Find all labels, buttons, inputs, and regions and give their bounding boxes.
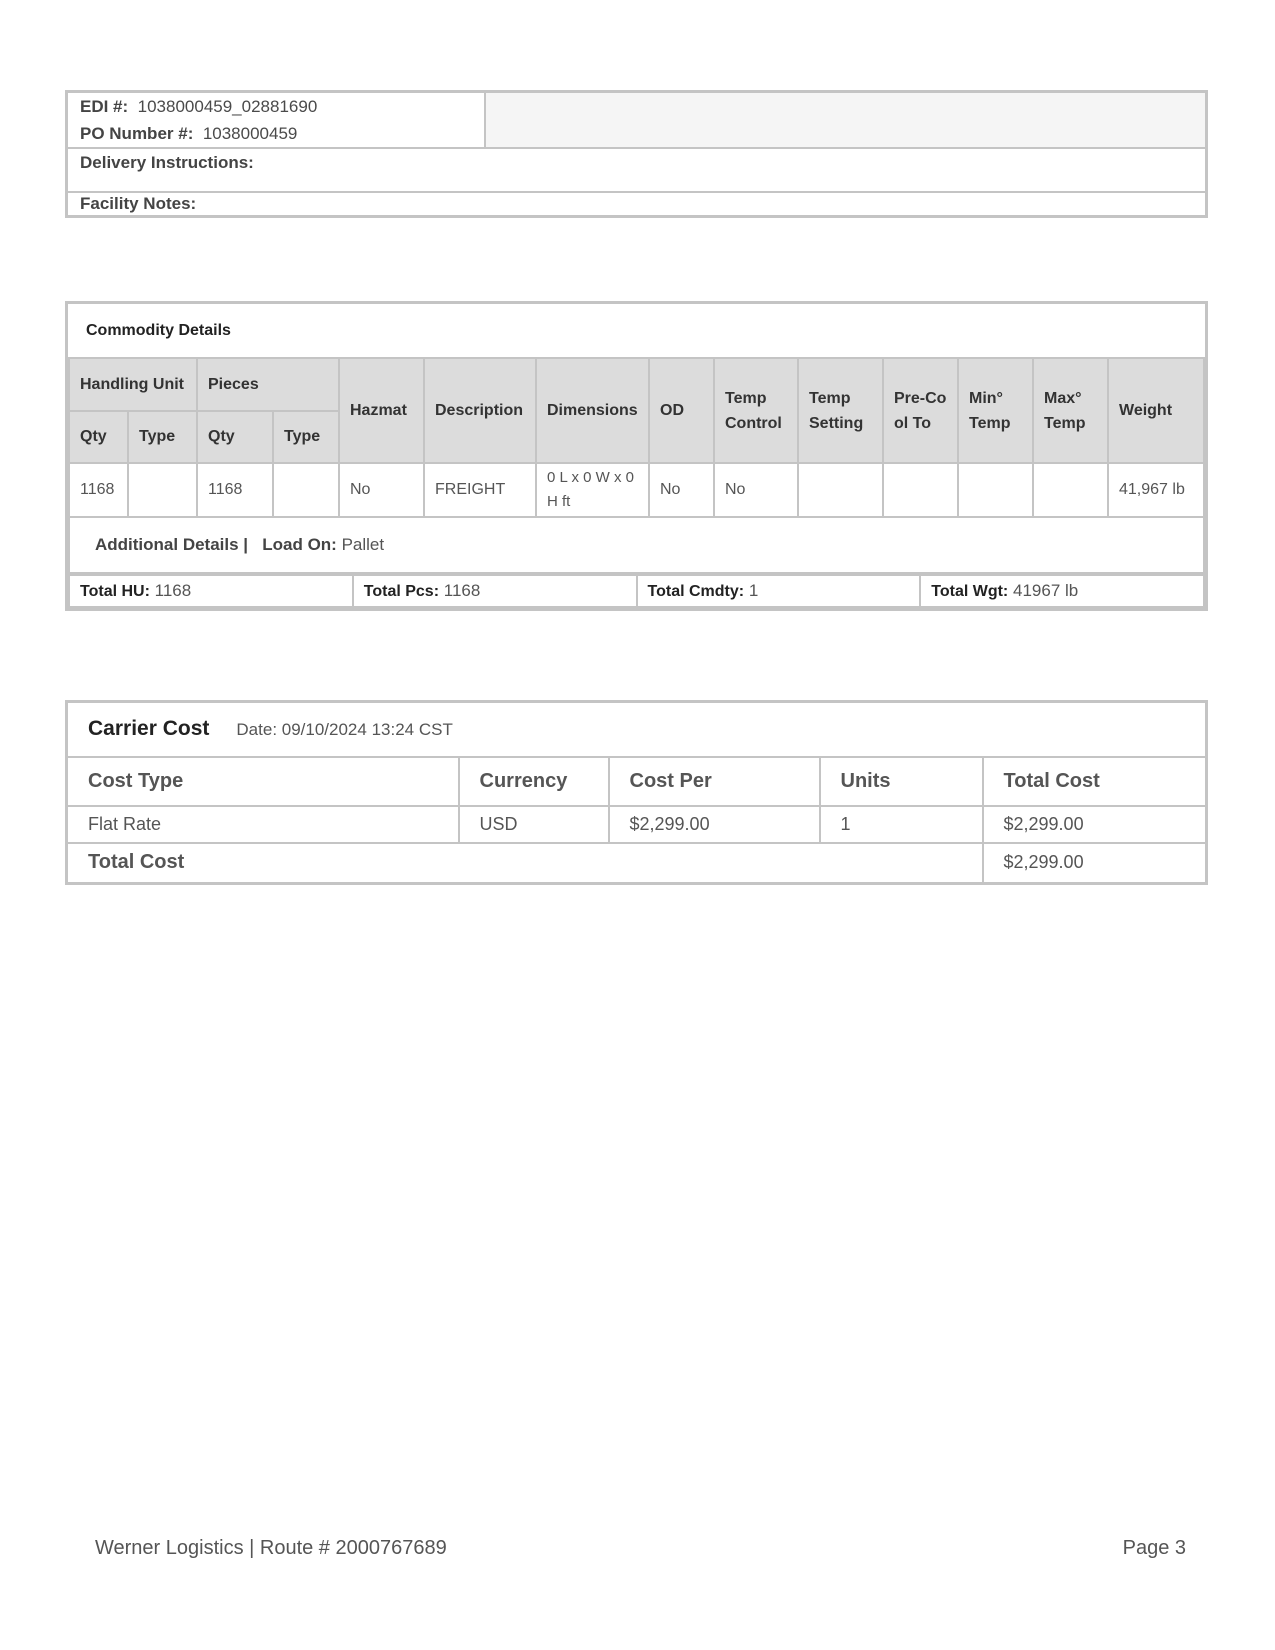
temp-setting-cell bbox=[798, 463, 883, 517]
total-cost-label: Total Cost bbox=[67, 843, 983, 884]
commodity-totals-table bbox=[68, 574, 1205, 608]
max-temp-header: Max° Temp bbox=[1033, 358, 1108, 463]
currency-header: Currency bbox=[459, 757, 609, 806]
pcs-type-header: Type bbox=[273, 411, 339, 463]
total-cost-header: Total Cost bbox=[983, 757, 1207, 806]
commodity-details-title: Commodity Details bbox=[69, 304, 1204, 358]
additional-details-label: Additional Details | bbox=[95, 535, 249, 554]
commodity-table bbox=[68, 304, 1205, 574]
facility-notes-cell bbox=[67, 192, 1207, 216]
cost-per-cell: $2,299.00 bbox=[609, 806, 820, 843]
weight-cell: 41,967 lb bbox=[1108, 463, 1204, 517]
carrier-cost-title: Carrier Cost bbox=[88, 717, 210, 741]
min-temp-header: Min° Temp bbox=[958, 358, 1033, 463]
total-cmdty-cell bbox=[637, 575, 921, 607]
header-empty-cell bbox=[485, 92, 1207, 149]
total-cost-value: $2,299.00 bbox=[983, 843, 1207, 884]
hu-type-cell bbox=[128, 463, 197, 517]
total-cmdty-value: 1 bbox=[748, 581, 759, 600]
po-label: PO Number #: bbox=[80, 124, 194, 143]
od-cell: No bbox=[649, 463, 714, 517]
currency-cell: USD bbox=[459, 806, 609, 843]
cost-type-cell: Flat Rate bbox=[67, 806, 459, 843]
dimensions-cell: 0 L x 0 W x 0 H ft bbox=[536, 463, 649, 517]
carrier-cost-date: Date: 09/10/2024 13:24 CST bbox=[236, 720, 453, 740]
units-header: Units bbox=[820, 757, 983, 806]
hu-qty-cell: 1168 bbox=[69, 463, 128, 517]
cost-per-header: Cost Per bbox=[609, 757, 820, 806]
temp-setting-header: Temp Setting bbox=[798, 358, 883, 463]
pcs-type-cell bbox=[273, 463, 339, 517]
weight-header: Weight bbox=[1108, 358, 1204, 463]
delivery-instructions-cell bbox=[67, 148, 1207, 192]
edi-label: EDI #: bbox=[80, 97, 129, 116]
description-cell: FREIGHT bbox=[424, 463, 536, 517]
carrier-cost-header bbox=[67, 702, 1207, 757]
total-hu-value: 1168 bbox=[154, 581, 192, 600]
hu-type-header: Type bbox=[128, 411, 197, 463]
commodity-row bbox=[69, 463, 1204, 517]
load-on-value: Pallet bbox=[341, 535, 385, 554]
po-value: 1038000459 bbox=[202, 124, 298, 143]
temp-control-header: Temp Control bbox=[714, 358, 798, 463]
total-pcs-cell bbox=[353, 575, 637, 607]
total-wgt-label: Total Wgt: bbox=[931, 583, 1009, 600]
pcs-qty-header: Qty bbox=[197, 411, 273, 463]
handling-unit-header: Handling Unit bbox=[69, 358, 197, 411]
total-pcs-label: Total Pcs: bbox=[363, 583, 440, 600]
description-header: Description bbox=[424, 358, 536, 463]
table-row bbox=[67, 806, 1207, 843]
temp-control-cell: No bbox=[714, 463, 798, 517]
cost-type-header: Cost Type bbox=[67, 757, 459, 806]
total-hu-cell bbox=[69, 575, 353, 607]
total-wgt-value: 41967 lb bbox=[1013, 581, 1079, 600]
hazmat-cell: No bbox=[339, 463, 424, 517]
total-hu-label: Total HU: bbox=[80, 583, 150, 600]
total-pcs-value: 1168 bbox=[443, 581, 481, 600]
hu-qty-header: Qty bbox=[69, 411, 128, 463]
footer-route: Werner Logistics | Route # 2000767689 bbox=[95, 1537, 447, 1559]
od-header: OD bbox=[649, 358, 714, 463]
total-wgt-cell bbox=[920, 575, 1204, 607]
pieces-header: Pieces bbox=[197, 358, 339, 411]
pre-cool-to-cell bbox=[883, 463, 958, 517]
additional-details-cell bbox=[69, 517, 1204, 573]
order-header-table bbox=[65, 90, 1208, 218]
delivery-instructions-label: Delivery Instructions: bbox=[80, 153, 254, 172]
pre-cool-to-header: Pre-Cool To bbox=[883, 358, 958, 463]
max-temp-cell bbox=[1033, 463, 1108, 517]
units-cell: 1 bbox=[820, 806, 983, 843]
facility-notes-label: Facility Notes: bbox=[80, 193, 197, 213]
total-cmdty-label: Total Cmdty: bbox=[647, 583, 745, 600]
pcs-qty-cell: 1168 bbox=[197, 463, 273, 517]
edi-value: 1038000459_02881690 bbox=[137, 97, 318, 116]
hazmat-header: Hazmat bbox=[339, 358, 424, 463]
load-on-label: Load On: bbox=[262, 535, 337, 554]
footer-page-number: Page 3 bbox=[1122, 1537, 1186, 1559]
total-cost-cell: $2,299.00 bbox=[983, 806, 1207, 843]
min-temp-cell bbox=[958, 463, 1033, 517]
dimensions-header: Dimensions bbox=[536, 358, 649, 463]
commodity-details-section bbox=[65, 301, 1208, 611]
carrier-cost-table bbox=[65, 700, 1208, 885]
edi-po-cell bbox=[67, 92, 485, 149]
